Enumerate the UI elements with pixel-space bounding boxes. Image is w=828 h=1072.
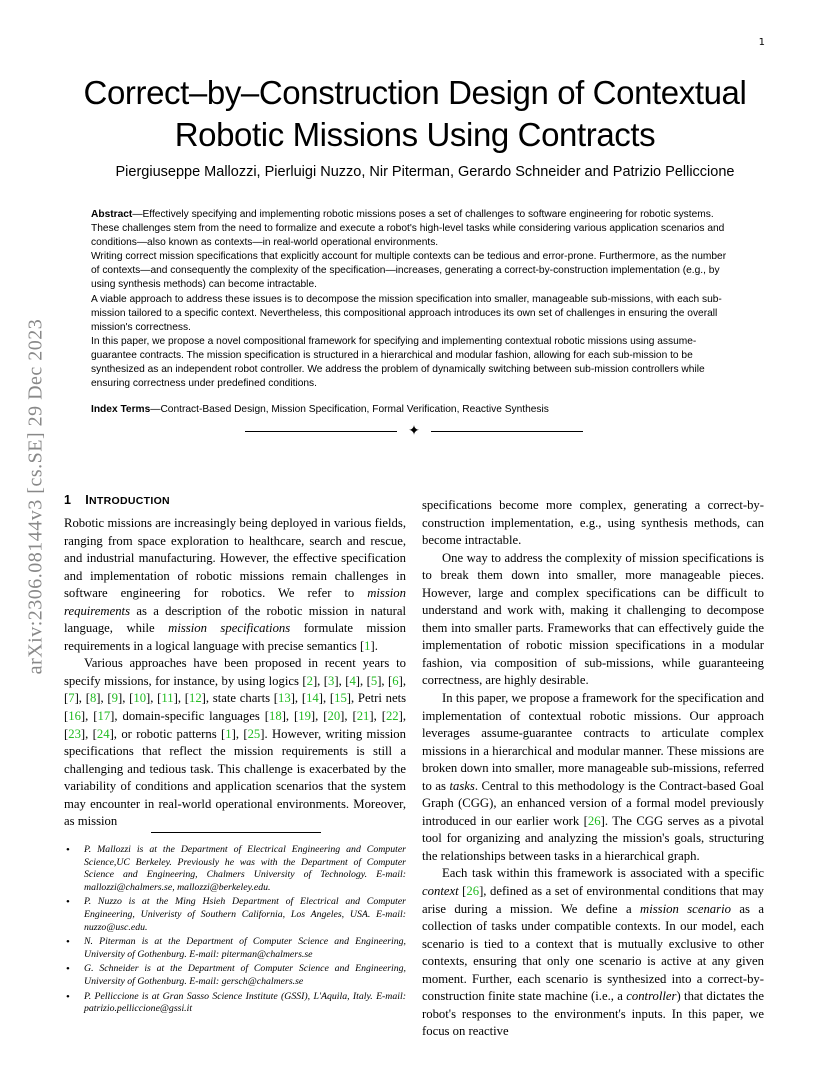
- citation-link[interactable]: 12: [188, 691, 202, 706]
- title-line-1: Correct–by–Construction Design of Contextual: [83, 74, 747, 111]
- text: Robotic missions are increasingly being deployed in various fields, ranging from space exploration to healthcare, search and rescue, and industrial manufacturing. However, the effective specification and implementation of robotic missions remain challenges in software engineering for robotics. We refer to: [64, 516, 406, 601]
- abstract-paragraph: A viable approach to address these issues is to decompose the mission specification into smaller, manageable sub-missions, with each sub-mission tailored to a specific context. Nevertheless, this compositional approach introduces its own set of challenges in ensuring the overall mission's correctness.: [91, 293, 722, 333]
- abstract-paragraph: Writing correct mission specifications that explicitly account for multiple contexts can be tedious and error-prone. Furthermore, as the number of contexts—and consequently the complexity of the specification—increases, generating a correct-by-construction implementation (e.g., by using synthesis methods) can become intractable.: [91, 251, 727, 291]
- section-number: 1: [64, 493, 72, 507]
- text: ].: [370, 638, 378, 653]
- citation-link[interactable]: 21: [356, 709, 370, 724]
- diamond-icon: ✦: [408, 423, 420, 439]
- citation-link[interactable]: 22: [385, 709, 399, 724]
- title-line-2: Robotic Missions Using Contracts: [174, 116, 656, 153]
- text: as a description of the robotic mission in natural language, while: [64, 603, 406, 636]
- body-paragraph: One way to address the complexity of mission specifications is to break them down into smaller, more manageable pieces. However, large and complex specifications can be difficult to understand and work with, making it challenging to decompose them into smaller parts. Frameworks that can effectively guide the implementation of robotic mission specifications in a modular fashion, via composition of sub-missions, while guaranteeing correctness, are highly desirable.: [422, 550, 764, 688]
- text: ], defined as a set of environmental conditions that may arise during a mission. We define a: [422, 884, 764, 916]
- abstract-paragraph: [91, 208, 731, 250]
- page-number: 1: [758, 37, 765, 48]
- text: domain-specific languages [: [122, 709, 269, 724]
- index-terms-label: Index Terms: [91, 404, 151, 415]
- body-paragraph: [64, 515, 406, 655]
- abstract: [91, 208, 731, 391]
- section-heading: [64, 493, 406, 507]
- emphasis: mission scenario: [640, 901, 731, 916]
- text: or robotic patterns [: [121, 726, 226, 741]
- citation-link[interactable]: 24: [96, 726, 110, 741]
- citation-link[interactable]: 19: [298, 709, 311, 724]
- section-title-first: I: [85, 493, 90, 507]
- citation-link[interactable]: 8: [89, 691, 97, 706]
- paper-title: [60, 72, 770, 156]
- citation-link[interactable]: 4: [349, 673, 356, 688]
- arxiv-stamp: [22, 290, 50, 702]
- citation-link[interactable]: 1: [364, 638, 371, 653]
- abstract-text-1: —Effectively specifying and implementing robotic missions poses a set of challenges to software engineering for robotic systems. These challenges stem from the need to formalize and execute a robot's high-level tasks while considering various application scenarios and conditions—also known as contexts—in real-world operational environments.: [91, 209, 725, 249]
- footnote-list: [64, 844, 406, 1018]
- citation-link[interactable]: 23: [68, 726, 81, 741]
- citation-link[interactable]: 26: [587, 813, 601, 828]
- citation-link[interactable]: 25: [247, 726, 261, 741]
- emphasis: mission specifications: [168, 621, 291, 636]
- footnote-item: • G. Schneider is at the Department of Computer Science and Engineering, University of Gothenburg. E-mail: gersch@chalmers.se: [64, 963, 406, 988]
- text: ]. However, writing mission specifications that reflect the mission requirements is still a challenging and tedious task. This challenge is exacerbated by the variability of conditions and application scenarios that the system may encounter in real-world operational environments. Moreover, as mission: [64, 726, 406, 829]
- text: state charts [: [212, 691, 279, 706]
- text: Various approaches have been proposed in recent years to specify missions, for instance, by using logics [: [64, 656, 406, 688]
- citation-link[interactable]: 6: [392, 673, 399, 688]
- citation-link[interactable]: 14: [306, 691, 319, 706]
- citation-link[interactable]: 15: [334, 691, 347, 706]
- divider-line-left: [245, 431, 397, 432]
- citation-link[interactable]: 3: [328, 673, 335, 688]
- footnote-rule: [151, 832, 321, 833]
- body-paragraph: [422, 865, 764, 1040]
- index-terms: [91, 404, 731, 415]
- right-column: [422, 497, 764, 1041]
- citation-link[interactable]: 13: [278, 691, 291, 706]
- emphasis: context: [422, 884, 459, 899]
- index-terms-text: —Contract-Based Design, Mission Specification, Formal Verification, Reactive Synthesis: [150, 404, 549, 415]
- abstract-paragraph: In this paper, we propose a novel compositional framework for specifying and implementing contextual robotic missions using assume-guarantee contracts. The mission specification is structured in a hierarchical and modular fashion, allowing for each sub-mission to be synthesized as an independent robot controller. We address the problem of dynamically switching between sub-mission controllers while ensuring correctness under predefined conditions.: [91, 335, 705, 390]
- text: ) that dictates the robot's responses to the environment's inputs. In this paper, we focus on reactive: [422, 989, 764, 1039]
- divider-line-right: [431, 431, 583, 432]
- body-paragraph: [422, 690, 764, 865]
- citation-link[interactable]: 16: [68, 709, 81, 724]
- footnote-item: • P. Pelliccione is at Gran Sasso Science Institute (GSSI), L'Aquila, Italy. E-mail: patrizio.pelliccione@gssi.it: [64, 991, 406, 1016]
- text: . Central to this methodology is the Contract-based Goal Graph (CGG), an enhanced version of a formal model previously introduced in our earlier work [: [422, 778, 764, 828]
- citation-link[interactable]: 10: [133, 691, 147, 706]
- body-paragraph: Various approaches have been proposed in recent years to specify missions, for instance, by using logics [2], [3], [4], [5], [6], [7], [8], [9], [10], [11], [12], state charts [13], [14], [15], Petri nets [16], [17], domain-specific languages [18], [19], [20], [21], [22], [23], [24], or robotic patterns [1], [25]. However, writing mission specifications that reflect the mission requirements is still a challenging and tedious task. This challenge is exacerbated by the variability of conditions and application scenarios that the system may encounter in real-world operational environments. Moreover, as mission: [64, 656, 407, 829]
- abstract-label: Abstract: [91, 209, 133, 220]
- citation-link[interactable]: 11: [161, 691, 174, 706]
- citation-link[interactable]: 9: [111, 691, 118, 706]
- emphasis: mission requirements: [64, 586, 406, 618]
- body-paragraph: specifications become more complex, generating a correct-by-construction implementation, e.g., using synthesis methods, can become intractable.: [422, 498, 764, 548]
- citation-link[interactable]: 5: [370, 673, 378, 688]
- text: formulate mission requirements in a logical language with precise semantics [: [64, 621, 406, 653]
- text: as a collection of tasks under compatible contexts. In our model, each scenario is tied to a context that is mutually exclusive to other contexts, ensuring that only one scenario is active at any given moment. Further, each scenario is synthesized into a correct-by-construction finite state machine (i.e., a: [422, 901, 765, 1004]
- author-list: Piergiuseppe Mallozzi, Pierluigi Nuzzo, Nir Piterman, Gerardo Schneider and Patrizio Pelliccione: [115, 164, 735, 180]
- citation-link[interactable]: 26: [466, 884, 480, 899]
- citation-link[interactable]: 1: [225, 726, 232, 741]
- footnote-item: • P. Nuzzo is at the Ming Hsieh Department of Electrical and Computer Engineering, Univeristy of Southern California, Los Angeles, USA. E-mail: nuzzo@usc.edu.: [64, 896, 406, 934]
- footnote-item: • N. Piterman is at the Department of Computer Science and Engineering, University of Gothenburg. E-mail: piterman@chalmers.se: [64, 936, 406, 961]
- emphasis: tasks: [449, 778, 475, 793]
- citation-link[interactable]: 18: [269, 709, 282, 724]
- text: ]. The CGG serves as a pivotal tool for organizing and analyzing the mission's goals, structuring the relationships between tasks in a hierarchical graph.: [422, 813, 765, 863]
- footnote-item: • P. Mallozzi is at the Department of Electrical Engineering and Computer Science,UC Berkeley. Previously he was with the Department of Computer Science and Engineering, Chalmers University of Technology. E-mail: mallozzi@chalmers.se, mallozzi@berkeley.edu.: [64, 844, 406, 894]
- text: [: [458, 884, 467, 899]
- citation-link[interactable]: 17: [97, 709, 111, 724]
- citation-link[interactable]: 20: [327, 709, 341, 724]
- text: In this paper, we propose a framework for the specification and implementation of contextual robotic missions. Our approach leverages assume-guarantee contracts to articulate complex missions in a hierarchical and modular manner. These missions are broken down into smaller, more manageable sub-missions, referred to as: [422, 691, 764, 793]
- arxiv-stamp-text: arXiv:2306.08144v3 [cs.SE] 29 Dec 2023: [24, 318, 47, 674]
- left-column: [64, 493, 406, 831]
- emphasis: controller: [626, 989, 677, 1004]
- citation-link[interactable]: 7: [68, 691, 75, 706]
- citation-link[interactable]: 2: [306, 673, 313, 688]
- section-divider: [245, 424, 583, 438]
- text: Each task within this framework is associated with a specific: [442, 866, 764, 881]
- text: Petri nets [: [64, 691, 407, 724]
- section-title-rest: NTRODUCTION: [89, 495, 170, 507]
